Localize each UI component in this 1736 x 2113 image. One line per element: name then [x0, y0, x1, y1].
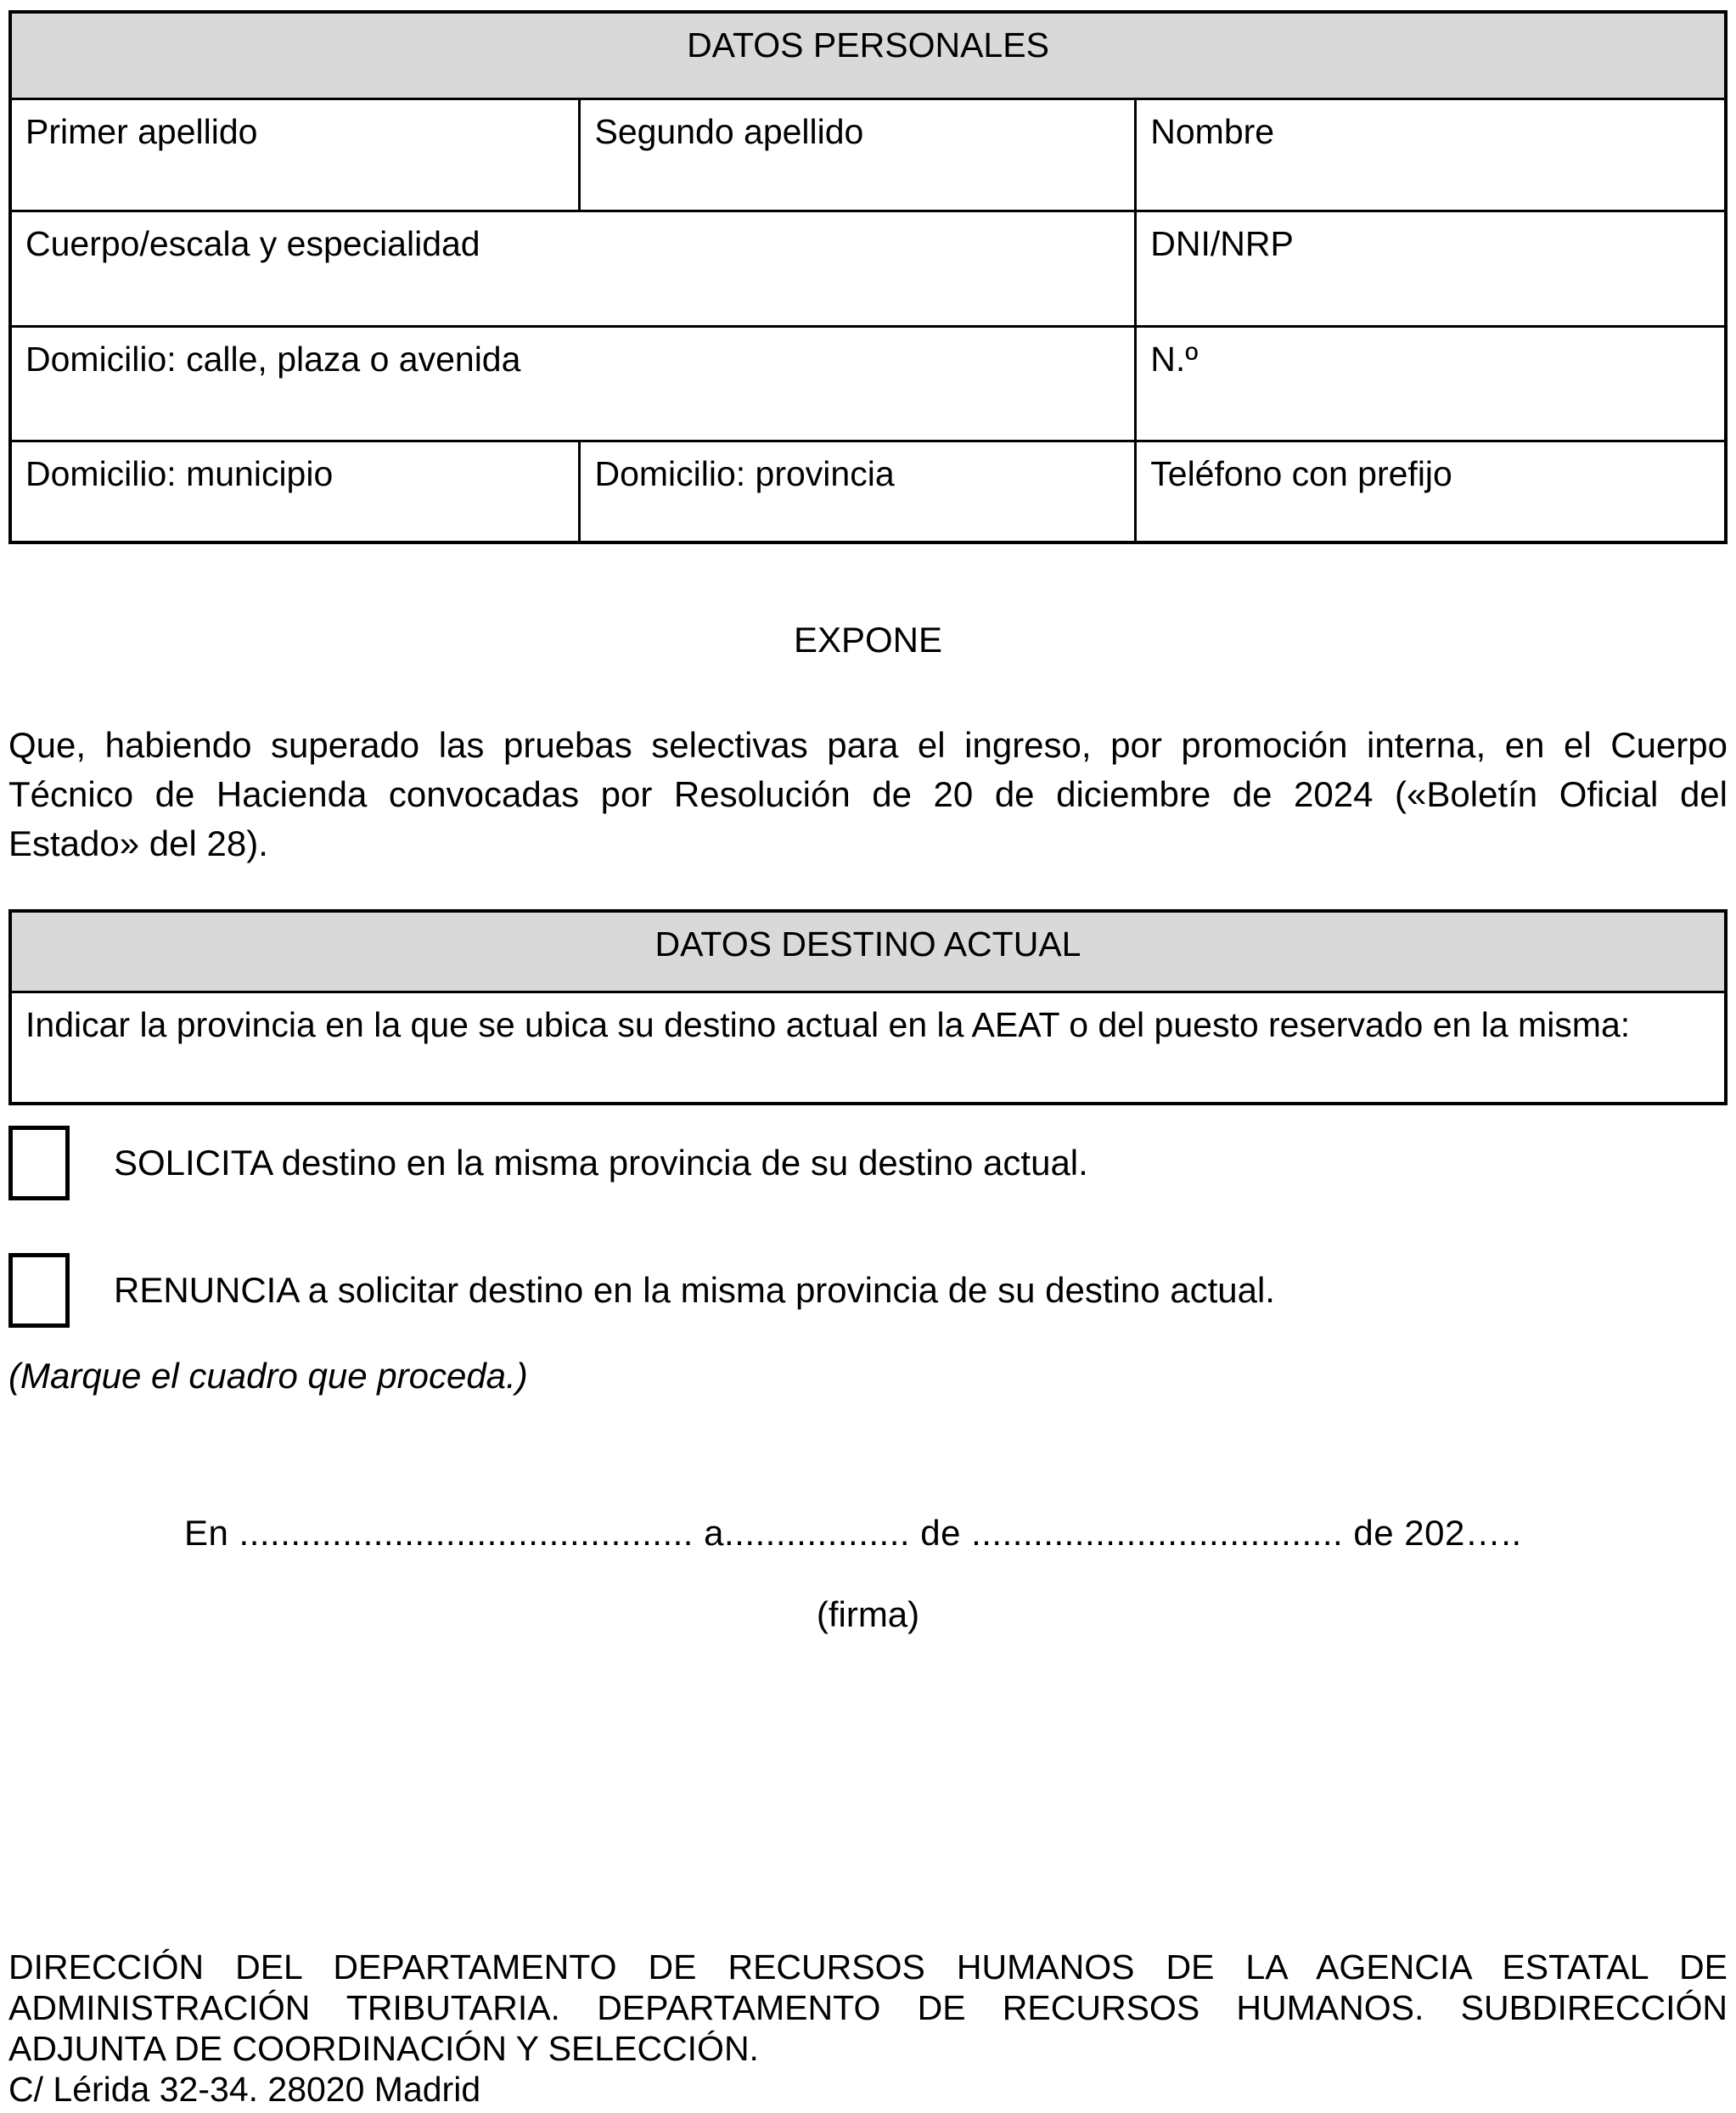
expone-paragraph-line: Que, habiendo superado las pruebas selectivas para el ingreso, por promoción interna, en el Cuerpo — [8, 725, 1728, 765]
table-row — [10, 326, 1726, 441]
domicilio-municipio-field: Domicilio: municipio — [10, 441, 580, 542]
footer-line: ADMINISTRACIÓN TRIBUTARIA. DEPARTAMENTO DE RECURSOS HUMANOS. SUBDIRECCIÓN — [8, 1988, 1728, 2027]
footer-address-block — [8, 1947, 1728, 2110]
footer-address-line: C/ Lérida 32-34. 28020 Madrid — [8, 2070, 481, 2109]
table-row — [10, 211, 1726, 326]
table-row — [10, 441, 1726, 542]
solicita-option-row — [8, 1126, 1728, 1200]
segundo-apellido-field: Segundo apellido — [580, 98, 1136, 211]
solicita-label: SOLICITA destino en la misma provincia de su destino actual. — [114, 1143, 1088, 1183]
datos-personales-header: DATOS PERSONALES — [10, 12, 1726, 98]
dni-nrp-field: DNI/NRP — [1136, 211, 1726, 326]
date-fill-line: En ............................................ a.................. de .................................... de 202….. — [184, 1513, 1522, 1553]
table-header-row — [10, 12, 1726, 98]
footer-line: ADJUNTA DE COORDINACIÓN Y SELECCIÓN. — [8, 2029, 759, 2068]
domicilio-calle-field: Domicilio: calle, plaza o avenida — [10, 326, 1136, 441]
datos-personales-table — [8, 10, 1728, 544]
domicilio-provincia-field: Domicilio: provincia — [580, 441, 1136, 542]
expone-title: EXPONE — [793, 620, 943, 660]
destino-instruction-field: Indicar la provincia en la que se ubica su destino actual en la AEAT o del puesto reservado en la misma: — [10, 992, 1726, 1104]
solicita-checkbox[interactable] — [8, 1126, 70, 1200]
renuncia-option-row — [8, 1253, 1728, 1328]
signature-label: (firma) — [816, 1594, 920, 1634]
table-row — [10, 98, 1726, 211]
expone-paragraph-line: Estado» del 28). — [8, 823, 268, 863]
table-header-row — [10, 911, 1726, 992]
renuncia-label: RENUNCIA a solicitar destino en la misma provincia de su destino actual. — [114, 1270, 1275, 1310]
renuncia-checkbox[interactable] — [8, 1253, 70, 1328]
footer-line: DIRECCIÓN DEL DEPARTAMENTO DE RECURSOS HUMANOS DE LA AGENCIA ESTATAL DE — [8, 1947, 1728, 1987]
datos-destino-table — [8, 909, 1728, 1105]
table-row — [10, 992, 1726, 1104]
numero-field: N.º — [1136, 326, 1726, 441]
datos-destino-header: DATOS DESTINO ACTUAL — [10, 911, 1726, 992]
telefono-field: Teléfono con prefijo — [1136, 441, 1726, 542]
nombre-field: Nombre — [1136, 98, 1726, 211]
mark-box-note: (Marque el cuadro que proceda.) — [8, 1356, 528, 1396]
expone-paragraph — [8, 721, 1728, 868]
cuerpo-escala-field: Cuerpo/escala y especialidad — [10, 211, 1136, 326]
expone-paragraph-line: Técnico de Hacienda convocadas por Resolución de 20 de diciembre de 2024 («Boletín Oficial del — [8, 774, 1728, 814]
primer-apellido-field: Primer apellido — [10, 98, 580, 211]
